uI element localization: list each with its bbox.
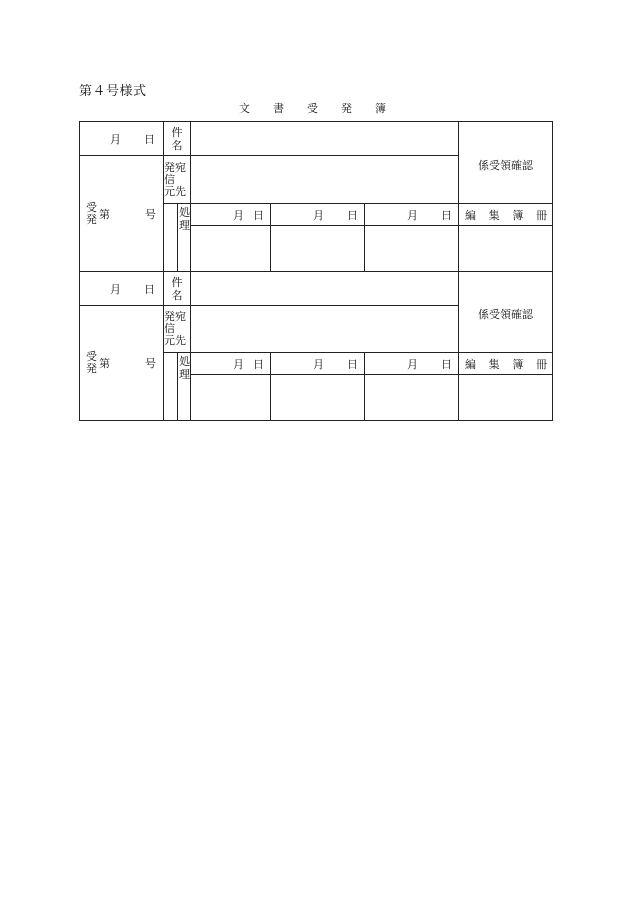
entry-1-process-date-2[interactable] (271, 204, 365, 226)
recipient-label-char: 宛 (175, 160, 186, 174)
document-title: 文書受発簿 (239, 102, 409, 115)
process-label-char: 理 (179, 368, 190, 381)
process-label-char: 処 (179, 206, 190, 219)
entry-1-confirm-cell[interactable] (459, 122, 553, 204)
form-number: 第４号様式 (79, 84, 147, 99)
entry-1-process-label-gap (164, 204, 178, 272)
ledger-table (79, 121, 553, 421)
entry-1-process-date-1[interactable] (191, 204, 271, 226)
entry-2-book-label-cell (459, 353, 553, 375)
month-label: 月 (233, 208, 244, 222)
entry-2-process-date-2[interactable] (271, 353, 365, 375)
entry-2-process-field-2[interactable] (271, 375, 365, 421)
month-label: 月 (407, 357, 418, 371)
subject-label-char: 件 (171, 275, 183, 289)
entry-1-row-date (80, 122, 553, 156)
day-label: 日 (253, 357, 264, 371)
recipient-label-char: 宛 (175, 310, 186, 323)
entry-1-process-field-1[interactable] (191, 226, 271, 272)
subject-label-char: 名 (171, 138, 183, 152)
recipient-label-char: 先 (175, 184, 186, 198)
book-label-char: 集 (488, 208, 500, 222)
confirm-label: 係受領確認 (478, 308, 534, 321)
recipient-label-char: 信 (164, 172, 175, 186)
day-label: 日 (347, 208, 358, 222)
entry-2-subject-field[interactable] (191, 272, 459, 306)
month-label: 月 (110, 132, 121, 146)
entry-2-row-date (80, 272, 553, 306)
entry-2-process-label-gap (164, 353, 178, 421)
process-label-char: 理 (179, 219, 190, 232)
day-label: 日 (253, 208, 264, 222)
day-label: 日 (144, 132, 155, 146)
entry-2-process-field-1[interactable] (191, 375, 271, 421)
book-label-char: 冊 (535, 357, 547, 371)
month-label: 月 (313, 357, 324, 371)
day-label: 日 (441, 357, 453, 371)
entry-2-date-cell (80, 272, 164, 306)
send-label: 発 (86, 362, 97, 375)
subject-label-char: 件 (171, 125, 183, 139)
entry-2-process-date-3[interactable] (365, 353, 459, 375)
receive-label: 受 (86, 200, 97, 214)
receive-send-label (86, 351, 97, 375)
entry-2-recipient-field[interactable] (191, 306, 459, 353)
entry-1-process-date-3[interactable] (365, 204, 459, 226)
book-label-char: 編 (465, 208, 477, 222)
book-label-char: 冊 (535, 208, 547, 222)
day-label: 日 (441, 208, 453, 222)
entry-1-book-label-cell (459, 204, 553, 226)
number-suffix: 号 (145, 207, 156, 221)
day-label: 日 (144, 282, 155, 296)
recipient-label-char (175, 174, 186, 186)
book-label-char: 簿 (512, 357, 524, 371)
process-label-char: 処 (179, 355, 190, 368)
number-prefix: 第 (99, 207, 110, 221)
month-label: 月 (407, 208, 418, 222)
entry-2-process-field-3[interactable] (365, 375, 459, 421)
day-label: 日 (347, 357, 358, 371)
entry-1-process-field-3[interactable] (365, 226, 459, 272)
entry-1-process-label-cell (178, 204, 191, 272)
entry-2-process-date-1[interactable] (191, 353, 271, 375)
book-label-char: 簿 (512, 208, 524, 222)
entry-2-recipient-label-cell (164, 306, 191, 353)
entry-1-process-field-2[interactable] (271, 226, 365, 272)
receive-send-label (86, 202, 97, 226)
entry-1-subject-label-cell (164, 122, 191, 156)
subject-label-char: 名 (171, 288, 183, 302)
entry-1-recipient-label-cell (164, 156, 191, 204)
entry-1-subject-field[interactable] (191, 122, 459, 156)
month-label: 月 (110, 282, 121, 296)
entry-2-number-cell[interactable] (80, 306, 164, 421)
entry-2-process-label-cell (178, 353, 191, 421)
book-label-char: 編 (465, 357, 477, 371)
entry-1-book-field[interactable] (459, 226, 553, 272)
receive-label: 受 (86, 350, 97, 363)
entry-2-book-field[interactable] (459, 375, 553, 421)
book-label-char: 集 (488, 357, 500, 371)
send-label: 発 (86, 212, 97, 226)
entry-1-date-cell (80, 122, 164, 156)
entry-2-subject-label-cell (164, 272, 191, 306)
recipient-label-char: 先 (175, 334, 186, 347)
recipient-label-char: 元 (164, 334, 175, 347)
recipient-label-char: 発 (164, 310, 175, 323)
recipient-label-char: 発 (164, 160, 175, 174)
month-label: 月 (233, 357, 244, 371)
entry-1-number-cell[interactable] (80, 156, 164, 272)
recipient-label-char: 元 (164, 184, 175, 198)
entry-2-confirm-cell[interactable] (459, 272, 553, 353)
number-prefix: 第 (99, 357, 110, 370)
entry-1-recipient-field[interactable] (191, 156, 459, 204)
number-suffix: 号 (145, 357, 156, 370)
recipient-label-char: 信 (164, 322, 175, 335)
month-label: 月 (313, 208, 324, 222)
confirm-label: 係受領確認 (478, 158, 534, 172)
